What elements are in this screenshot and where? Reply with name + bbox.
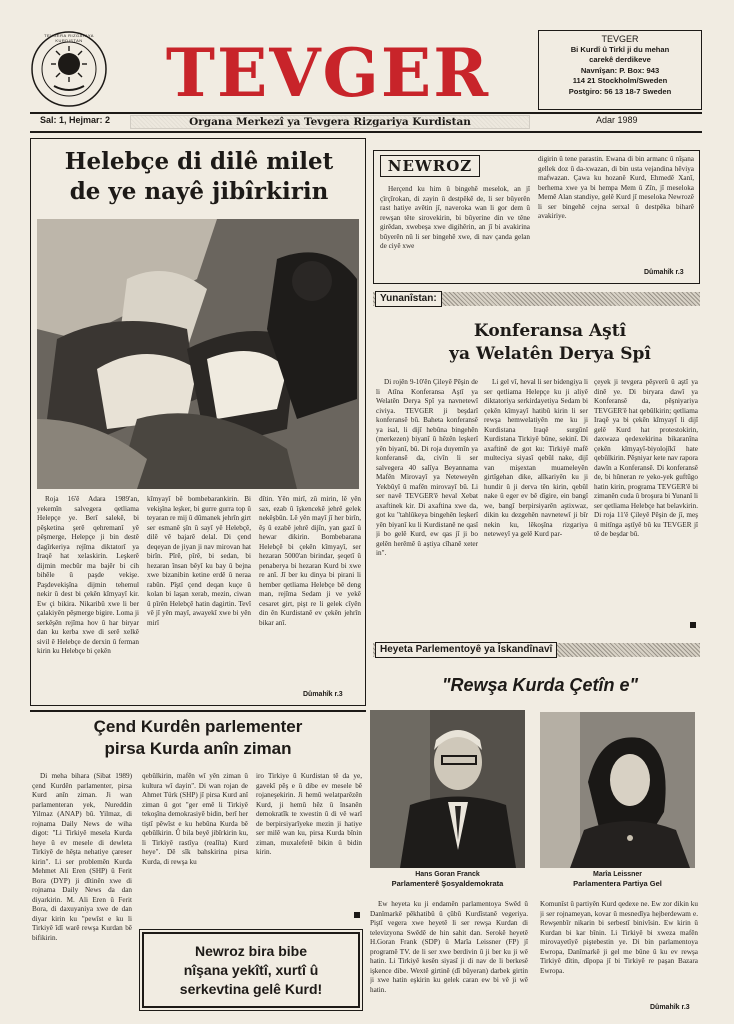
newroz-col-2 [538, 155, 694, 265]
masthead-bottom-rule [30, 131, 702, 133]
info-box-line-6: Postgiro: 56 13 18-7 Sweden [568, 86, 672, 96]
leissner-name: Marîa Leissner [592, 871, 643, 878]
konferans-col-2-text: Li gel vî, heval li ser bidengiya li ser qetliama Helepçe ku ji aliyê diktatoriya serkirdayetiya Sedam bi çekên kîmyayî hatibû kirin li ser rewşa hemwelatiyên me ku ji Kurdistana Iraqê surgûnî Kurdistana Tirkiyê bûne, sekinî. Di axaftinê de got ku: Tirkiyê mafê multeciya siyasî qebûl nake, dijî van mişextan muameleyên girtîgehan dike, alîkariyên ku ji hundir û ji derva tên kirin, qebûl nake û eger ev bê dîgire, ein bangî we, bangî berpirsiyarên aştixwaz, dikin ku dezgehên navnetewî ji bîr nekin ku, lêkoşîna rizgariya neteweyî ya gelê Kurd par- [484, 378, 588, 538]
heyeta-col-2-text: Komunîst û partiyên Kurd qedexe ne. Ew zor dikin ku ji ser rojnameyan, kovar û mesnedîya hejberdewam e. Rewşenbîr nikarin bi serbestî binivîsin. Ew kirin û Kurdan bi kar bînin. Li Tirkiyê bi xweza mafên mirovayetîyê piştebestin ye. Di bin parlamentoya Ewropa, Danîmarkê ji gel me bûne û ku ev rewşa Tirkiyê dîtin, dîpopa jî bi Tirkiyê re paşan Bazara Ewropa. [540, 900, 698, 975]
newroz-signature: Dûmahîk r.3 [644, 269, 684, 276]
masthead-logo [30, 30, 108, 108]
info-box-line-4: Navnîşan: P. Box: 943 [580, 65, 660, 75]
newroz-col-2-text: digirin û tene parastin. Ewana di bin armanc û nîşana gellek doz û da-xwazan, di bin usta vejandina hêviya mafwazan. Çawa ku hozanê Kurd, Ehmedê Xanî, berhema xwe ya bi hempa Mem û Zîn, jî meseloka Memê Alan standiye, gelê Kurd jî meseloka Newrozê li ser bingehê cejna serxal û destpêka biharê avakiriye. [538, 155, 694, 220]
helebce-col-1-text: Roja 16'ê Adara 1989'an, yekemîn salvegera qetliama Helepçe ye. Berî salekê, bi pêşketina şerê qehremanî yê pêşmerge, Helepçe ji bin destê dagîrkeriya rejîma diktatorî ya Iraqê hat xelaskirin. Leşkerê dijmin mecbûr ma bajêr bi cih bihêle û paşde vekişe. Paşdevekişîna dijmin tehemul nekir û dest bi çekên kîmyayî kir. Ew çi bikira. Nikaribû xwe li ber çalakiyên pêşmerge bigire. Loma ji serkêşên rejîma hov û har biryar dan ku kerba xwe di serê xelkê sivil ê Helebçe de derxin û ferman kirin ku Helebçe bi çekên [37, 495, 139, 655]
heyeta-photo-leissner-caption [540, 870, 695, 889]
cend-col-3 [256, 772, 362, 924]
konferans-col-1 [376, 378, 478, 618]
masthead-subtitle: Organa Merkezî ya Tevgera Rizgariya Kurdistan [130, 115, 530, 129]
helebce-col-3 [259, 495, 361, 681]
masthead-top-rule [30, 112, 702, 114]
konferans-headline-line-1: Konferansa Aştî [473, 321, 627, 341]
cend-end-mark [354, 912, 360, 918]
heyeta-photo-franck [370, 710, 525, 868]
konferans-col-3 [594, 378, 698, 614]
konferans-col-2 [484, 378, 588, 630]
info-box-line-3: carekê derdikeve [589, 55, 651, 64]
helebce-photo [37, 219, 359, 489]
helebce-headline [31, 147, 367, 207]
franck-title: Parlamenterê Şosyaldemokrata [391, 879, 504, 888]
helebce-col-1 [37, 495, 139, 675]
heyeta-signature: Dûmahîk r.3 [650, 1004, 690, 1011]
newroz-slogan-line-2: nîşana yekîtî, xurtî û [183, 962, 319, 978]
newroz-slogan-box [142, 932, 360, 1008]
helebce-col-2 [147, 495, 251, 681]
helebce-col-2-text: kîmyayî bê bombebarankirin. Bi vekişîna leşker, bi gurre gurra top û teyaran re mij û dûmanek jehrîn girt ser esmanê şîn û sayî yê Helebçê, dilê vê bajarê delal. Di çend deqeyan de jiyan ji nav mirovan hat birîn. Pîrê, pîrê, bi sedan, bi hezaran însan bêyî ku bay û bejna xwe bizanibin ketine erdê û neraa rabûn. Pîştî çend deqan kuçe û kolan bi laşan xerab, mezin, ciwan û pîrên Helebçê hatin dagirtin. Tevî vê jî yên mayî, awayekî xwe bi yên mirî [147, 495, 251, 627]
cend-headline-line-1: Çend Kurdên parlementer [93, 717, 303, 736]
masthead-title: TEVGER [165, 34, 491, 112]
cend-col-3-text: iro Tirkiye û Kurdistan tê da ye, gavekî pêş e û dibe ev mesele bê rojaneşekirin. Ji hemû welatparêzên Kurd, ji hemû hêz û însanên demokratîk te xwestin û di vê warî de berpirsiyarîyeke mezin ji hatiye ser milê wan ku, pirsa Kurda bînin ziman, muxalefetê bikin û bidin kirin. [256, 772, 362, 856]
helebce-article [30, 138, 366, 706]
franck-name: Hans Goran Franck [415, 871, 480, 878]
cend-top-rule [30, 710, 366, 712]
cend-col-2-text: qebûlkirin, mafên wî yên ziman û kultura wî dayin". Di wan rojan de Ahmet Türk (SHP) jî pirsa Kurd anî ziman û got "ger emê li Tirkiyê tekoşîna demokrasiyê bidin, berî her tiştî pêwîst e ku hebûna Kurda bê qebûlkirin. Û bila beyê jibîrkirin ku, li Tirkiyê rastîya (realîta) Kurd heye". Dê sîk bahskirina pirsa Kurda, di rewşa ku [142, 772, 248, 866]
heyeta-col-1-text: Ew heyeta ku ji endamên parlamentoya Swêd û Danîmarkê pêkhatibû û çûbû Kurdîstanê vegeriya. Piştî vegera xwe heyetê li ser rewşa Kurdan di televizyona Swêdê de hin sahit dan. Serokê heyetê H.Goran Frank (SDP) û Marîa Leissner (FP) jî programê TV. de li ser xwe berdivin û ji ber ku ji wê hatin. Li Tirkiyê kesên siyasî ji di nav de li berkesê işkence dibe. Wextê girtinê (dî bûyeran) darbek girtin ji xwe hatin eşkirin ku gelek caran ew bi vê ji wê hatin. [370, 900, 528, 994]
newroz-col-1 [380, 185, 530, 279]
konferans-end-mark [690, 622, 696, 628]
issue-date: Adar 1989 [596, 115, 638, 125]
newroz-slogan-line-3: serkevtina gelê Kurd! [179, 981, 323, 997]
masthead-info-box [538, 30, 702, 110]
heyeta-headline: "Rewşa Kurda Çetîn e" [441, 675, 639, 695]
konferans-col-3-text: çeyek ji tevgera pêşverû û aştî ya dinê ye. Di biryara dawî ya Konferansê da, pêşniyariya TEVGER'ê hat qebûlkirin; qetliama Iraqê ya bi çekên kîmyayî li dijî gelê Kurd hat protestokirin, daxwaza qedexekirina bikaranîna çekên kîmyayî-biyolojîkî hate qebûlkirin. Pêşniyar kete nav rapora dawîn a Konferansê. Di konferansê de, bi hûneran re yeko-yek guftûgo hatin kirin, programa TEVGER'ê bi zimanên cuda û broşura bi Yunanî li ser qetliama Helebçe hat belavkirin. Di roja 11'ê Çileyê Pêşin de jî, meş û mitînga aştîyê bû ku TEVGER jî tê de beşdar bû. [594, 378, 698, 538]
konferans-headline-line-2: ya Welatên Derya Spî [449, 344, 651, 364]
heyeta-photo-leissner [540, 712, 695, 868]
heyeta-photo-franck-caption [370, 870, 525, 889]
info-box-line-1: TEVGER [601, 34, 639, 44]
helebce-headline-line-1: Helebçe di dilê milet [64, 148, 334, 175]
helebce-headline-line-2: de ye nayê jibîrkirin [69, 178, 329, 205]
heyeta-kicker: Heyeta Parlementoyê ya Îskandînavî [375, 642, 557, 658]
info-box-line-5: 114 21 Stockholm/Sweden [572, 76, 668, 85]
cend-col-2 [142, 772, 248, 924]
heyeta-col-2 [540, 900, 698, 996]
newroz-slogan-line-1: Newroz bira bibe [194, 943, 308, 959]
issue-number: Sal: 1, Hejmar: 2 [40, 115, 111, 125]
helebce-col-3-text: dîtin. Yên mirî, zû mirin, lê yên sax, ezab û îşkencekê jehrê gelek nekêşbûn. Lê yên mayî jî her birîn, êş û ezabê jehrê dijîn, yan gazî û hewar dikirin. Bombebarana Helebçê bi çekên kîmyayî, ser hezaran 5000'an birindar, şeqetî û penaberya bi hezaran Kurd bi xwe re anî. Jî ber ku dinya bi pirani li hember qetliama Helebçe bê deng man, rejîma Sedam ji ve yekê cesaret girt, pişt re li gelek cîyên din ên Kurdistanê ev çekên jehrîn bikar anî. [259, 495, 361, 627]
konferans-headline [400, 320, 700, 366]
newroz-article [373, 150, 700, 284]
newroz-headline: NEWROZ [380, 155, 480, 177]
leissner-title: Parlamentera Partiya Gel [573, 879, 662, 888]
cend-col-1 [32, 772, 132, 1014]
konferans-kicker: Yunanîstan: [375, 291, 442, 307]
newroz-col-1-text: Herçend ku him û bingehê meselok, an jî çîrçîrokan, di zayin û destpêkê de, li ser bûyerên rast hatiye avêtin jî, naveroka wan li gor dem û rewşan tête sirovekirin, bi bûyerine din ve têne girêdan, xwebeşa xwe digihêrin, an jî bi avakirina bûyerên nû li ser bingehê xwe, di nav çanda gelan de ciyê xwe [380, 185, 530, 250]
cend-headline-line-2: pirsa Kurda anîn ziman [104, 739, 292, 758]
cend-col-1-text: Di meha bihara (Sibat 1989) çend Kurdên parlamenter, pirsa Kurd anîn ziman. Ji wan parlamenteran yek, Nureddin Yilmaz (ANAP) bû. Yilmaz, di rojnama Daily News de wiha digot: "Li Tirkiyê mesela Kurda heye û ev mesele di dewleta Tirkiyê de hêşta nehatiye çareser kirin". Li ser problemên Kurda Mehmet Ali Eren (SHP) û Ferit Bora (DYP) ji dîtinên xwe di rojnama Daily News da dan diyarkirin. M. Ali Eren û Ferit Bora, di daxuyaniya xwe de dan diyar kirin ku "pewîst e ku li Tirkiyê îdî warê rewşa Kurdan bê bifikirin. [32, 772, 132, 942]
heyeta-col-1 [370, 900, 528, 1018]
info-box-line-2: Bi Kurdî û Tirkî ji du mehan [570, 44, 670, 54]
helebce-signature: Dûmahîk r.3 [303, 691, 343, 698]
logo-ring-text: TEVGERA RIZGARIYA KURDISTAN [44, 33, 94, 43]
cend-headline [30, 716, 366, 760]
konferans-col-1-text: Di rojên 9-10'ên Çileyê Pêşin de li Atîna Konferansa Aştî ya Welatên Derya Spî ya navnetewî civiya. TEVGER ji beşdarî konferansê bû. Baheta konferansê ya isal, li dijî hebûna bingehên (merkezen) biyanî û hêzên leşkerî yên biyanî, bû. Di roja duyemîn ya konferansê da, civîn li ser salvegera 40 salîya Beyannama Mafên Mirovayî ya Neteweyên Yekbûyî û mafên mirovayî bû. Li ser navê TEVGER'ê heval Xebat axaftinek kir. Di axaftina xwe da, got ku "tahlûkeya bingehên leşkerî yên biyanî ku li Kurdistanê ne qasî ji bo gelê Kurd, ew qas jî ji bo gelên herêmê û aştiya cîhanê xeter in". [376, 378, 478, 557]
